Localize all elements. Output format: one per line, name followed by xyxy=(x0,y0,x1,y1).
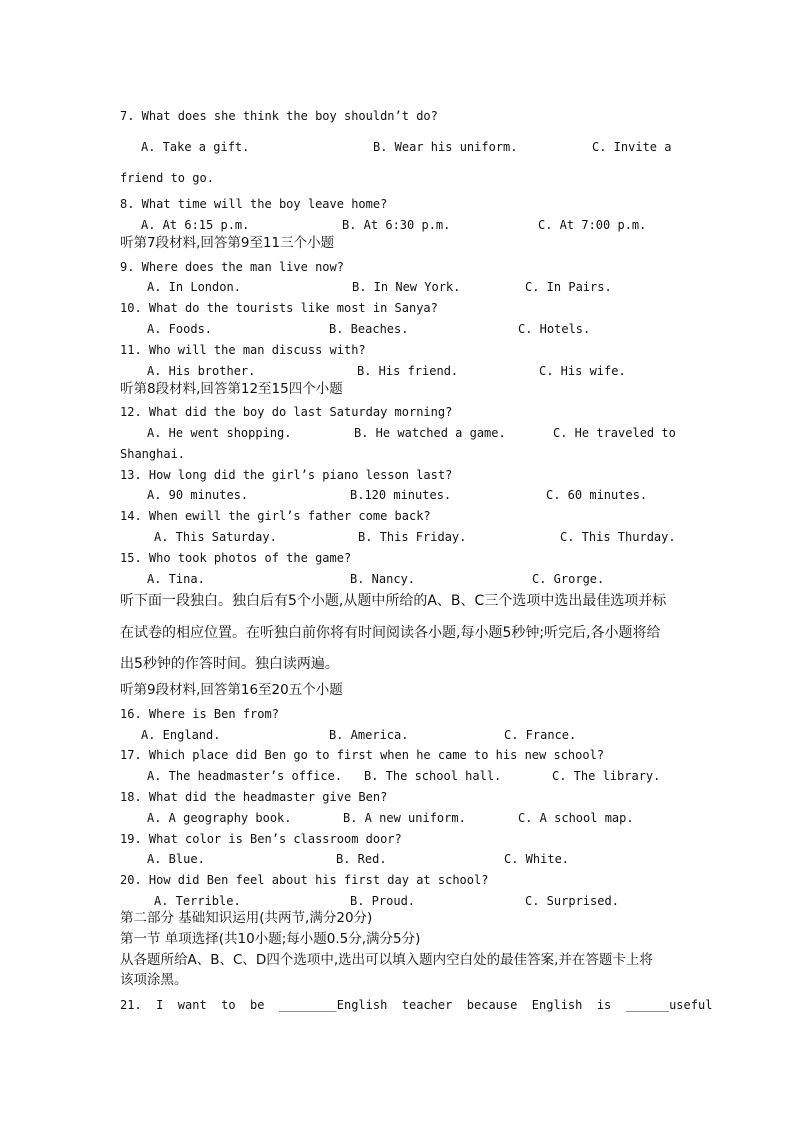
question-11-option-c: C. His wife. xyxy=(539,364,626,378)
section-heading-passage-8: 听第8段材料,回答第12至15四个小题 xyxy=(120,381,343,397)
question-9-option-b: B. In New York. xyxy=(352,280,461,294)
question-12-option-b: B. He watched a game. xyxy=(354,426,506,440)
question-11-option-b: B. His friend. xyxy=(357,364,459,378)
question-14-option-a: A. This Saturday. xyxy=(154,530,277,544)
question-15-option-a: A. Tina. xyxy=(147,572,205,586)
question-12-stem: 12. What did the boy do last Saturday morning? xyxy=(120,405,453,419)
question-17-option-b: B. The school hall. xyxy=(364,769,502,783)
monologue-instruction-line-1: 听下面一段独白。独白后有5个小题,从题中所给的A、B、C三个选项中选出最佳选项并标 xyxy=(120,593,667,609)
question-19-option-c: C. White. xyxy=(504,852,570,866)
question-21-stem: 21. I want to be ________English teacher because English is ______useful xyxy=(120,998,713,1012)
question-20-option-a: A. Terrible. xyxy=(154,894,241,908)
section-1-heading: 第一节 单项选择(共10小题;每小题0.5分,满分5分) xyxy=(120,931,421,947)
question-14-option-b: B. This Friday. xyxy=(358,530,467,544)
question-7-option-c-continued: friend to go. xyxy=(120,171,214,185)
question-18-option-c: C. A school map. xyxy=(518,811,634,825)
question-19-option-a: A. Blue. xyxy=(147,852,205,866)
question-10-option-a: A. Foods. xyxy=(147,322,213,336)
question-11-stem: 11. Who will the man discuss with? xyxy=(120,343,366,357)
question-13-stem: 13. How long did the girl’s piano lesson last? xyxy=(120,468,453,482)
question-14-stem: 14. When ewill the girl’s father come back? xyxy=(120,509,431,523)
question-7-option-a: A. Take a gift. xyxy=(141,140,250,154)
part-2-heading: 第二部分 基础知识运用(共两节,满分20分) xyxy=(120,910,373,926)
question-15-option-b: B. Nancy. xyxy=(350,572,416,586)
question-20-option-b: B. Proud. xyxy=(350,894,416,908)
question-8-stem: 8. What time will the boy leave home? xyxy=(120,197,388,211)
question-10-option-b: B. Beaches. xyxy=(329,322,409,336)
instruction-line-1: 从各题所给A、B、C、D四个选项中,选出可以填入题内空白处的最佳答案,并在答题卡上将 xyxy=(120,952,653,968)
question-15-stem: 15. Who took photos of the game? xyxy=(120,551,352,565)
question-7-option-b: B. Wear his uniform. xyxy=(373,140,518,154)
section-heading-passage-9: 听第9段材料,回答第16至20五个小题 xyxy=(120,682,343,698)
question-11-option-a: A. His brother. xyxy=(147,364,256,378)
question-17-stem: 17. Which place did Ben go to first when he came to his new school? xyxy=(120,748,605,762)
question-12-option-a: A. He went shopping. xyxy=(147,426,292,440)
question-10-stem: 10. What do the tourists like most in Sanya? xyxy=(120,301,438,315)
question-16-option-a: A. England. xyxy=(141,728,221,742)
question-10-option-c: C. Hotels. xyxy=(518,322,591,336)
question-18-option-a: A. A geography book. xyxy=(147,811,292,825)
question-13-option-a: A. 90 minutes. xyxy=(147,488,249,502)
question-16-option-b: B. America. xyxy=(329,728,409,742)
question-12-option-c: C. He traveled to xyxy=(553,426,676,440)
section-heading-passage-7: 听第7段材料,回答第9至11三个小题 xyxy=(120,235,335,251)
question-8-option-b: B. At 6:30 p.m. xyxy=(342,218,451,232)
question-9-option-a: A. In London. xyxy=(147,280,241,294)
question-9-option-c: C. In Pairs. xyxy=(525,280,612,294)
question-17-option-a: A. The headmaster’s office. xyxy=(147,769,343,783)
question-16-option-c: C. France. xyxy=(504,728,577,742)
question-20-option-c: C. Surprised. xyxy=(525,894,619,908)
monologue-instruction-line-2: 在试卷的相应位置。在听独白前你将有时间阅读各小题,每小题5秒钟;听完后,各小题将给 xyxy=(120,625,661,641)
question-18-stem: 18. What did the headmaster give Ben? xyxy=(120,790,388,804)
question-7-stem: 7. What does she think the boy shouldn’t do? xyxy=(120,109,438,123)
question-17-option-c: C. The library. xyxy=(552,769,661,783)
instruction-line-2: 该项涂黑。 xyxy=(120,972,188,988)
question-13-option-b: B.120 minutes. xyxy=(350,488,452,502)
question-8-option-c: C. At 7:00 p.m. xyxy=(538,218,647,232)
question-12-option-c-continued: Shanghai. xyxy=(120,447,186,461)
question-13-option-c: C. 60 minutes. xyxy=(546,488,648,502)
question-15-option-c: C. Grorge. xyxy=(532,572,605,586)
monologue-instruction-line-3: 出5秒钟的作答时间。独白读两遍。 xyxy=(120,656,339,672)
question-16-stem: 16. Where is Ben from? xyxy=(120,707,279,721)
question-19-option-b: B. Red. xyxy=(336,852,387,866)
question-7-option-c: C. Invite a xyxy=(592,140,672,154)
question-18-option-b: B. A new uniform. xyxy=(343,811,466,825)
question-9-stem: 9. Where does the man live now? xyxy=(120,260,344,274)
question-14-option-c: C. This Thurday. xyxy=(560,530,676,544)
question-8-option-a: A. At 6:15 p.m. xyxy=(141,218,250,232)
question-19-stem: 19. What color is Ben’s classroom door? xyxy=(120,832,402,846)
question-20-stem: 20. How did Ben feel about his first day at school? xyxy=(120,873,489,887)
